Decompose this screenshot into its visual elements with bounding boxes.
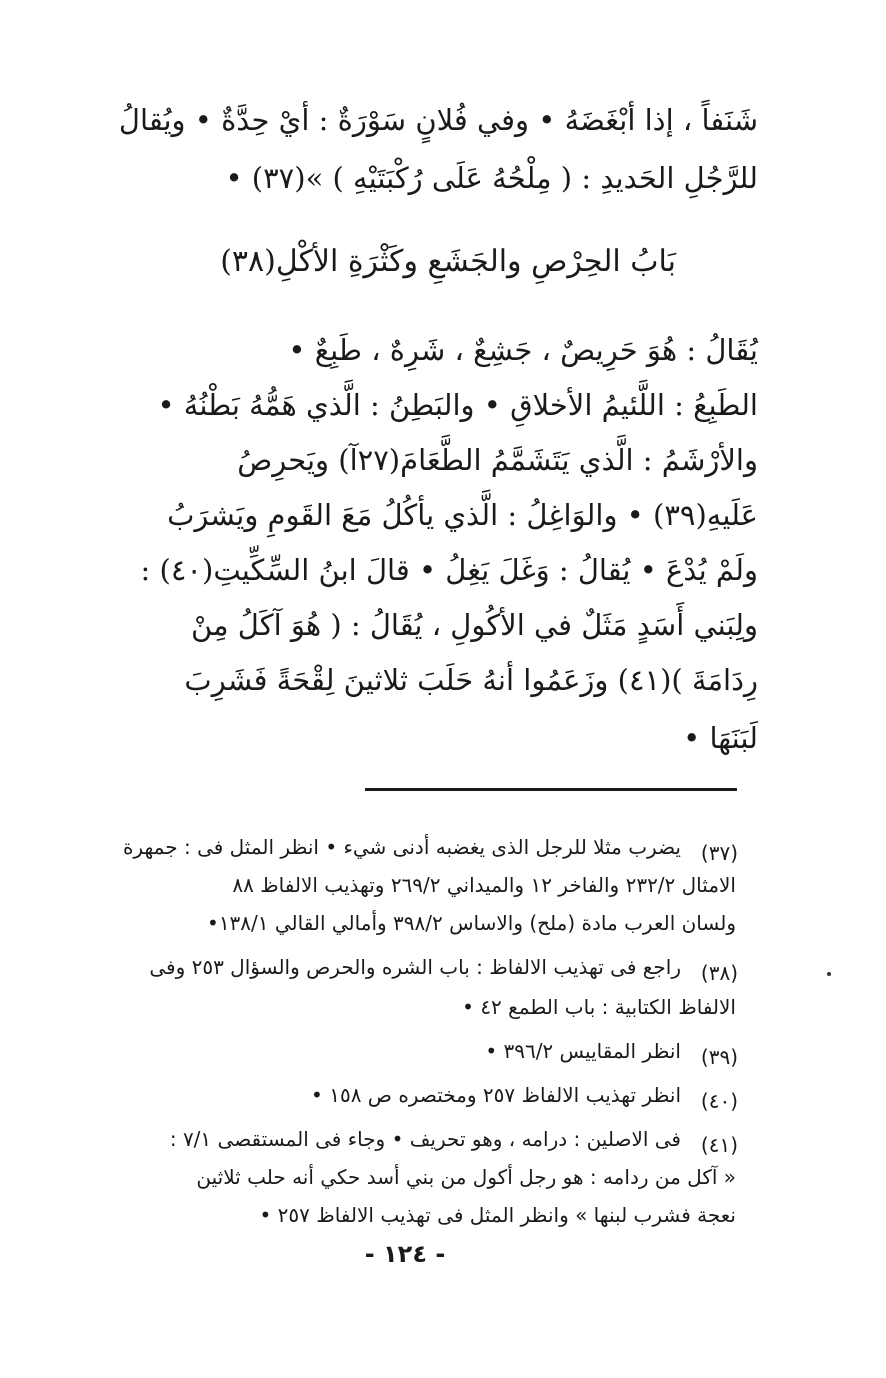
footnote-number: (٣٩) xyxy=(700,1045,738,1069)
footnote-line: يضرب مثلا للرجل الذى يغضبه أدنى شيء • انظر المثل فى : جمهرة xyxy=(122,835,681,859)
footnote-line: راجع فى تهذيب الالفاظ : باب الشره والحرص والسؤال ٢٥٣ وفى xyxy=(149,955,681,979)
main-text-line: رِدَامَةَ )(٤١) وزَعَمُوا أنهُ حَلَبَ ثلاثينَ لِقْحَةً فَشَرِبَ xyxy=(184,663,758,697)
page-number: - ١٢٤ - xyxy=(364,1240,446,1268)
footnote-number: (٤١) xyxy=(700,1133,738,1157)
footnote-separator xyxy=(365,788,737,791)
footnote-line: الامثال ٢٣٢/٢ والفاخر ١٢ والميداني ٢٦٩/٢ وتهذيب الالفاظ ٨٨ xyxy=(232,873,736,897)
scan-speck xyxy=(827,972,831,976)
footnote-line: نعجة فشرب لبنها » وانظر المثل فى تهذيب الالفاظ ٢٥٧ • xyxy=(259,1203,736,1227)
footnote-line: الالفاظ الكتابية : باب الطمع ٤٢ • xyxy=(462,995,736,1019)
main-text-line: يُقَالُ : هُوَ حَرِيصٌ ، جَشِعٌ ، شَرِهٌ ، طَبِعٌ • xyxy=(288,333,758,367)
footnote-line: « آكل من ردامه : هو رجل أكول من بني أسد حكي أنه حلب ثلاثين xyxy=(196,1165,736,1189)
main-text-line: الطَبِعُ : اللَّئيمُ الأخلاقِ • والبَطِنُ : الَّذي هَمُّهُ بَطْنُهُ • xyxy=(157,388,758,422)
footnote-number: (٣٧) xyxy=(700,841,738,865)
footnote-line: ولسان العرب مادة (ملح) والاساس ٣٩٨/٢ وأمالي القالي ١٣٨/١• xyxy=(207,911,736,935)
footnote-line: انظر تهذيب الالفاظ ٢٥٧ ومختصره ص ١٥٨ • xyxy=(311,1083,681,1107)
footnote-line: انظر المقاييس ٣٩٦/٢ • xyxy=(485,1039,681,1063)
footnote-line: فى الاصلين : درامه ، وهو تحريف • وجاء فى المستقصى ٧/١ : xyxy=(169,1127,681,1151)
main-text-line: لَبَنَهَا • xyxy=(683,721,758,755)
footnote-number: (٣٨) xyxy=(700,961,738,985)
main-text-line: ولَمْ يُدْعَ • يُقالُ : وَغَلَ يَغِلُ • قالَ ابنُ السِّكِّيتِ(٤٠) : xyxy=(140,553,758,587)
main-text-line: والأرْشَمُ : الَّذي يَتَشَمَّمُ الطَّعَامَ(٢٧آ) ويَحرِصُ xyxy=(237,443,758,477)
main-text-line: عَلَيهِ(٣٩) • والوَاغِلُ : الَّذي يأكُلُ مَعَ القَومِ ويَشرَبُ xyxy=(167,498,758,532)
section-heading: بَابُ الحِرْصِ والجَشَعِ وكَثْرَةِ الأكْلِ(٣٨) xyxy=(220,244,676,279)
main-text-line: شَنَفاً ، إذا أبْغَضَهُ • وفي فُلانٍ سَوْرَةٌ : أيْ حِدَّةٌ • ويُقالُ xyxy=(118,103,758,137)
main-text-line: للرَّجُلِ الحَديدِ : ( مِلْحُهُ عَلَى رُكْبَتَيْهِ ) »(٣٧) • xyxy=(225,161,758,195)
main-text-line: ولِبَني أَسَدٍ مَثَلٌ في الأكُولِ ، يُقَالُ : ( هُوَ آكَلُ مِنْ xyxy=(190,608,758,642)
footnote-number: (٤٠) xyxy=(700,1089,738,1113)
